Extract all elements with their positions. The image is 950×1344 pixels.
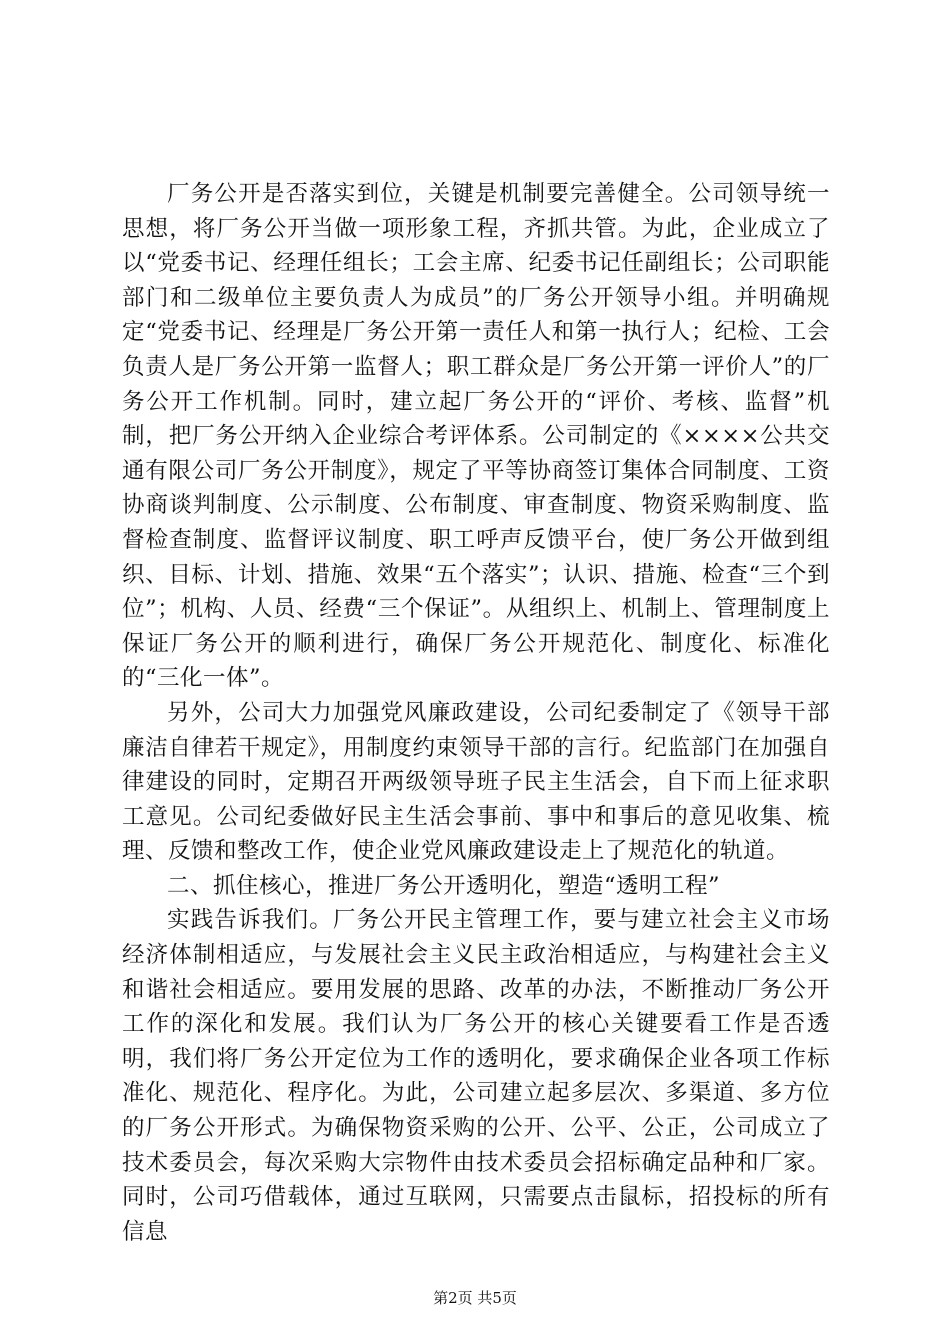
document-body [122, 177, 830, 1249]
page-number-footer: 第2页 共5页 [433, 1289, 517, 1307]
paragraph-integrity: 另外，公司大力加强党风廉政建设，公司纪委制定了《领导干部廉洁自律若干规定》，用制度约束领导干部的言行。纪监部门在加强自律建设的同时，定期召开两级领导班子民主生活会，自下而上征求职工意见。公司纪委做好民主生活会事前、事中和事后的意见收集、梳理、反馈和整改工作，使企业党风廉政建设走上了规范化的轨道。 [122, 699, 830, 865]
paragraph-mechanism: 厂务公开是否落实到位，关键是机制要完善健全。公司领导统一思想，将厂务公开当做一项形象工程，齐抓共管。为此，企业成立了以“党委书记、经理任组长；工会主席、纪委书记任副组长；公司职能部门和二级单位主要负责人为成员”的厂务公开领导小组。并明确规定“党委书记、经理是厂务公开第一责任人和第一执行人；纪检、工会负责人是厂务公开第一监督人；职工群众是厂务公开第一评价人”的厂务公开工作机制。同时，建立起厂务公开的“评价、考核、监督”机制，把厂务公开纳入企业综合考评体系。公司制定的《××××公共交通有限公司厂务公开制度》，规定了平等协商签订集体合同制度、工资协商谈判制度、公示制度、公布制度、审查制度、物资采购制度、监督检查制度、监督评议制度、职工呼声反馈平台，使厂务公开做到组织、目标、计划、措施、效果“五个落实”；认识、措施、检查“三个到位”；机构、人员、经费“三个保证”。从组织上、机制上、管理制度上保证厂务公开的顺利进行，确保厂务公开规范化、制度化、标准化的“三化一体”。 [122, 181, 830, 692]
paragraph-transparency: 实践告诉我们。厂务公开民主管理工作，要与建立社会主义市场经济体制相适应，与发展社会主义民主政治相适应，与构建社会主义和谐社会相适应。要用发展的思路、改革的办法，不断推动厂务公开工作的深化和发展。我们认为厂务公开的核心关键要看工作是否透明，我们将厂务公开定位为工作的透明化，要求确保企业各项工作标准化、规范化、程序化。为此，公司建立起多层次、多渠道、多方位的厂务公开形式。为确保物资采购的公开、公平、公正，公司成立了技术委员会，每次采购大宗物件由技术委员会招标确定品种和厂家。同时，公司巧借载体，通过互联网，只需要点击鼠标，招投标的所有信息 [122, 907, 830, 1245]
section-heading: 二、抓住核心，推进厂务公开透明化，塑造“透明工程” [167, 872, 721, 899]
